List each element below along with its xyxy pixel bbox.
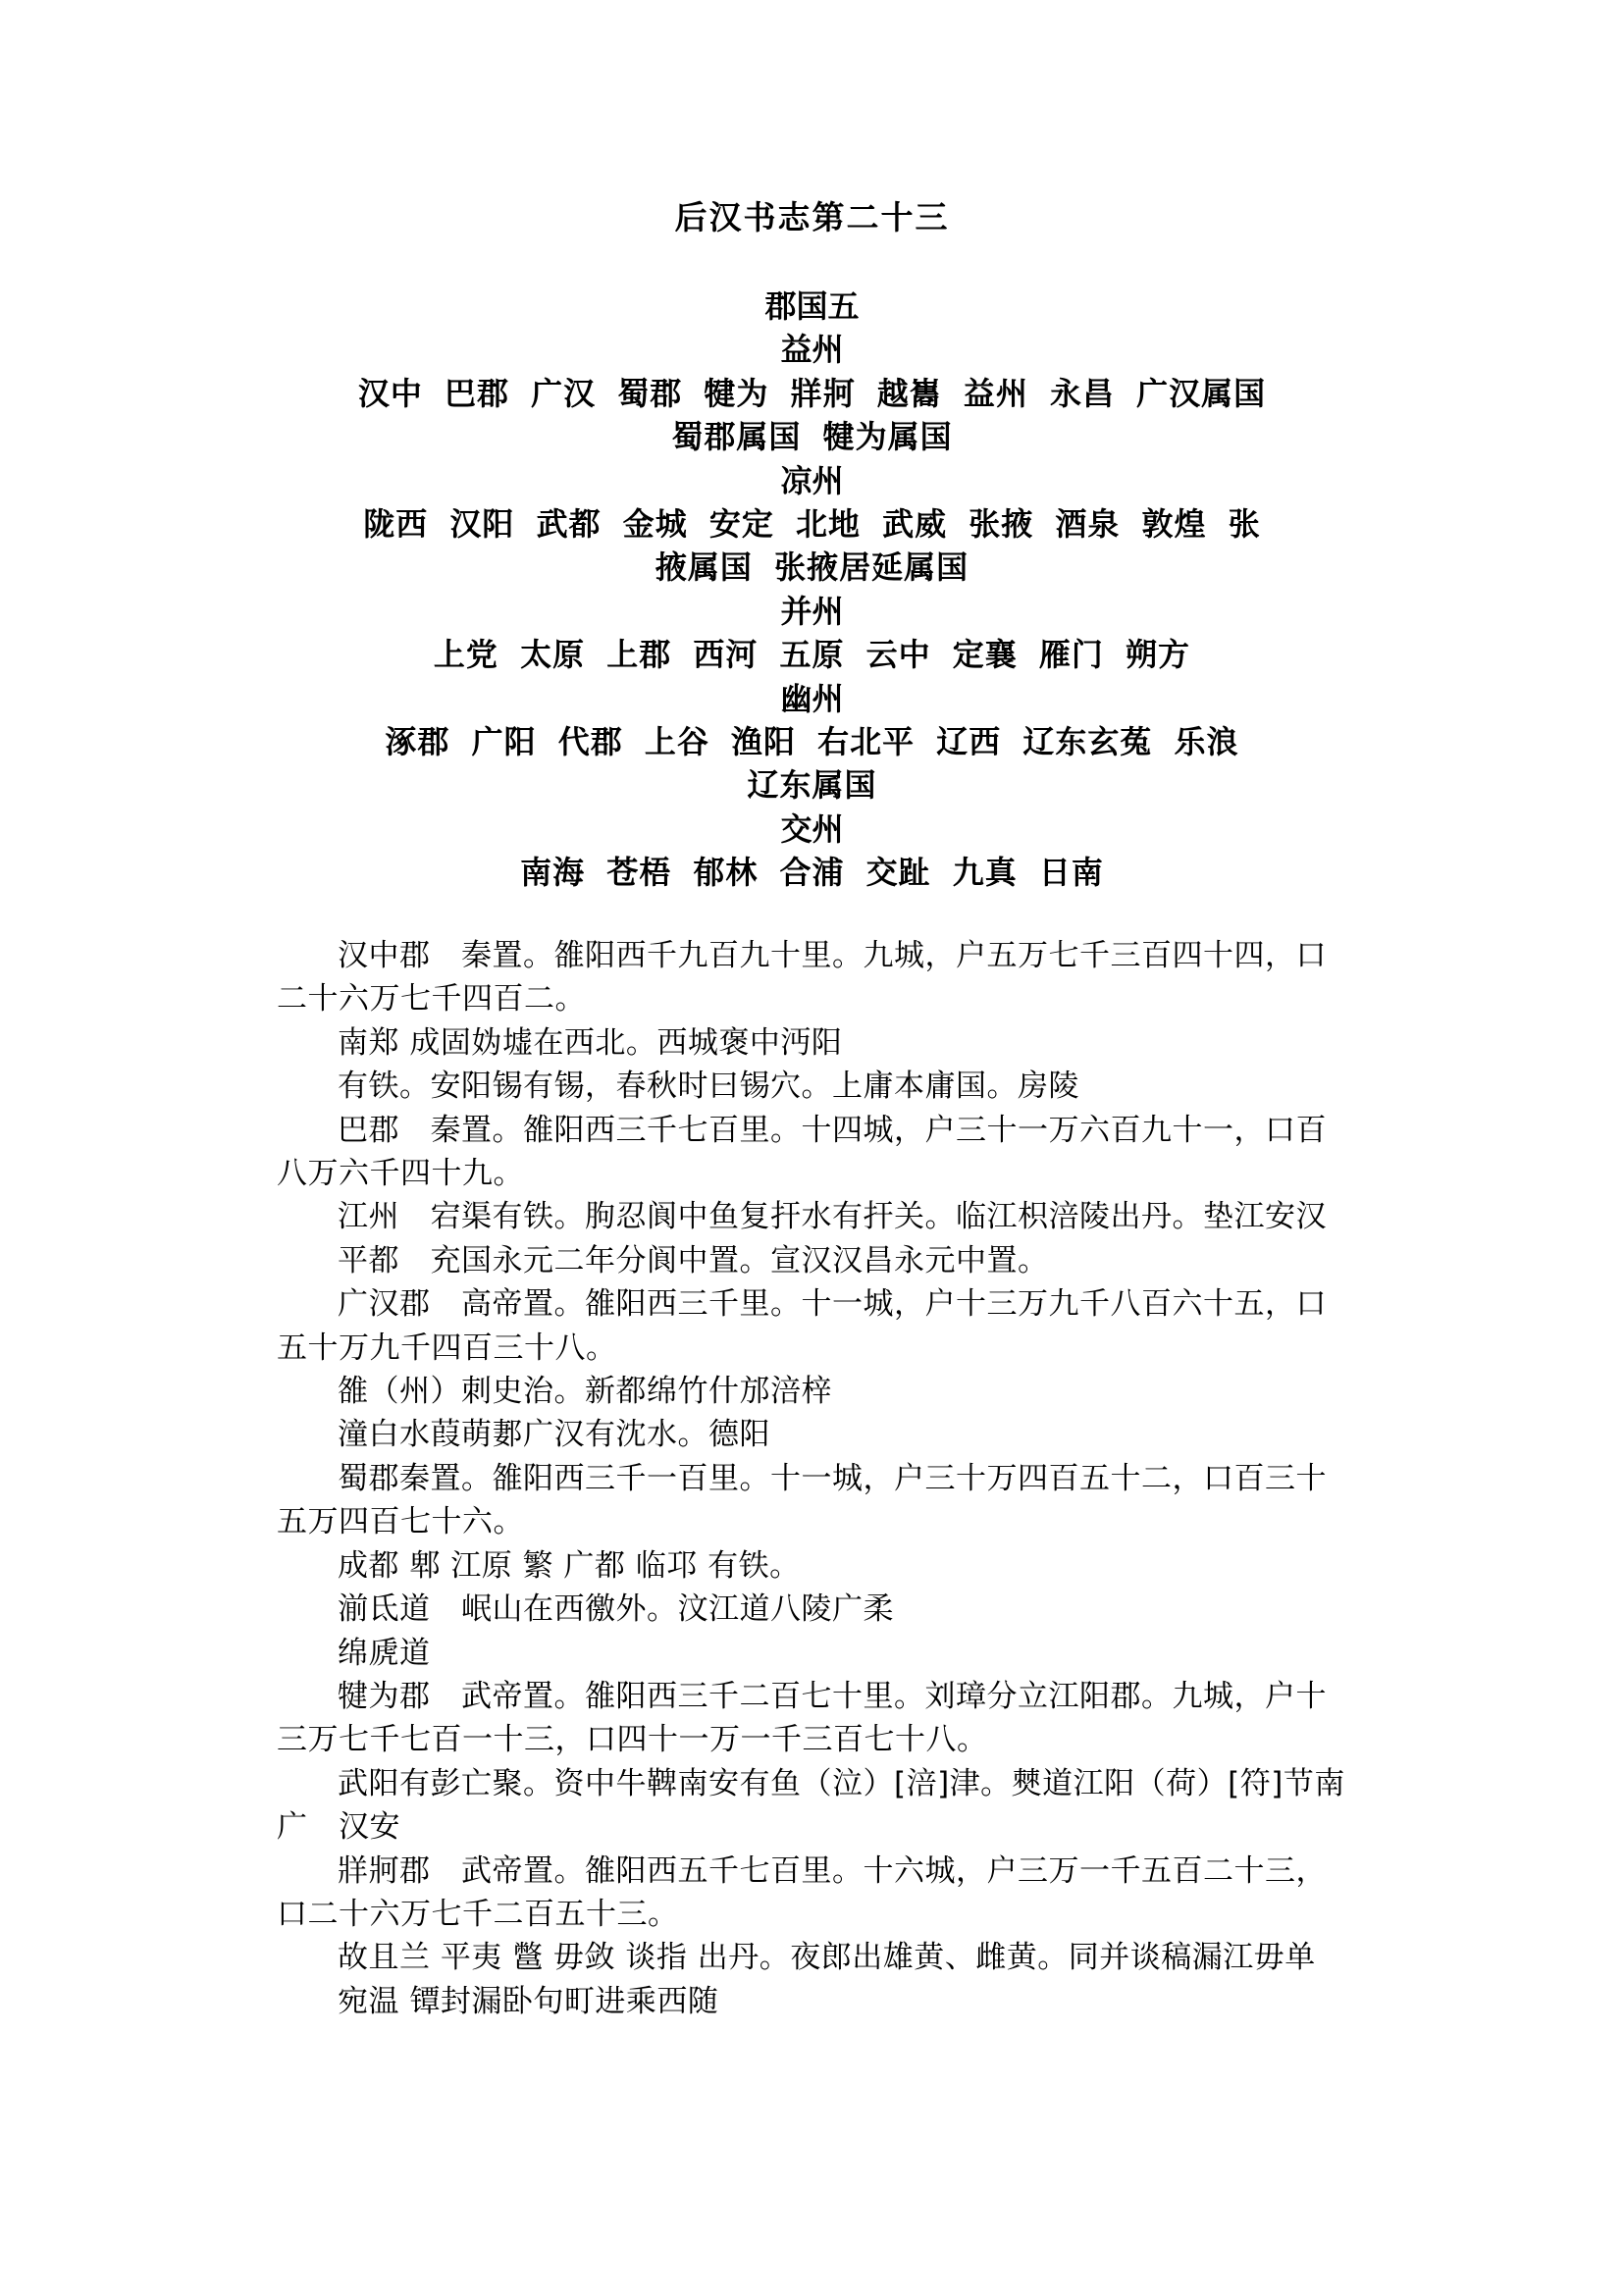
table-of-contents [0, 285, 1624, 895]
paragraph: 巴郡 秦置。雒阳西三千七百里。十四城，户三十一万六百九十一，口百八万六千四十九。 [277, 1112, 1327, 1192]
paragraph: 绵虒道 [338, 1635, 431, 1671]
toc-commanderies: 南海 苍梧 郁林 合浦 交趾 九真 日南 [520, 854, 1104, 892]
paragraph: 蜀郡秦置。雒阳西三千一百里。十一城，户三十万四百五十二，口百三十五万四百七十六。 [277, 1460, 1327, 1540]
paragraph: 广汉郡 高帝置。雒阳西三千里。十一城，户十三万九千八百六十五，口五十万九千四百三十八。 [277, 1286, 1327, 1366]
toc-commanderies: 上党 太原 上郡 西河 五原 云中 定襄 雁门 朔方 [433, 636, 1191, 674]
paragraph: 故且兰 平夷 鄨 毋敛 谈指 出丹。夜郎出雄黄、雌黄。同并谈稿漏江毋单 [338, 1940, 1316, 1976]
paragraph: 牂牁郡 武帝置。雒阳西五千七百里。十六城，户三万一千五百二十三，口二十六万七千二百五十三。 [277, 1852, 1327, 1932]
toc-commanderies: 涿郡 广阳 代郡 上谷 渔阳 右北平 辽西 辽东玄菟 乐浪 [385, 723, 1239, 761]
toc-province: 并州 [780, 592, 844, 630]
toc-province: 益州 [780, 331, 844, 369]
page-title: 后汉书志第二十三 [674, 198, 950, 236]
toc-province: 交州 [780, 809, 844, 848]
toc-province: 幽州 [780, 679, 844, 717]
paragraph: 潼白水葭萌郪广汉有沈水。德阳 [338, 1417, 770, 1453]
toc-commanderies: 辽东属国 [747, 766, 877, 805]
toc-commanderies: 陇西 汉阳 武都 金城 安定 北地 武威 张掖 酒泉 敦煌 张 [363, 505, 1261, 544]
paragraph: 犍为郡 武帝置。雒阳西三千二百七十里。刘璋分立江阳郡。九城，户十三万七千七百一十三，口四十一万一千三百七十八。 [277, 1678, 1327, 1758]
paragraph: 江州 宕渠有铁。朐忍阆中鱼复扞水有扞关。临江枳涪陵出丹。垫江安汉 [338, 1199, 1327, 1235]
toc-province: 凉州 [780, 461, 844, 499]
paragraph: 武阳有彭亡聚。资中牛鞞南安有鱼（泣）[涪]津。僰道江阳（荷）[符]节南广 汉安 [277, 1765, 1345, 1846]
paragraph: 宛温 镡封漏卧句町进乘西随 [338, 1983, 719, 2019]
toc-commanderies: 汉中 巴郡 广汉 蜀郡 犍为 牂牁 越巂 益州 永昌 广汉属国 [357, 374, 1267, 412]
toc-heading: 郡国五 [764, 287, 860, 325]
paragraph: 有铁。安阳锡有锡，春秋时曰锡穴。上庸本庸国。房陵 [338, 1069, 1079, 1105]
paragraph: 成都 郫 江原 繁 广都 临邛 有铁。 [338, 1547, 801, 1584]
paragraph: 湔氐道 岷山在西徼外。汶江道八陵广柔 [338, 1591, 894, 1628]
paragraph: 南郑 成固妫墟在西北。西城褒中沔阳 [338, 1024, 843, 1061]
toc-commanderies: 蜀郡属国 犍为属国 [671, 418, 953, 456]
paragraph: 平都 充国永元二年分阆中置。宣汉汉昌永元中置。 [338, 1242, 1049, 1278]
toc-commanderies: 掖属国 张掖居延属国 [655, 548, 969, 587]
body-text [277, 934, 1356, 2023]
paragraph: 汉中郡 秦置。雒阳西千九百九十里。九城，户五万七千三百四十四，口二十六万七千四百二。 [277, 938, 1327, 1017]
paragraph: 雒（州）刺史治。新都绵竹什邡涪梓 [338, 1374, 832, 1410]
